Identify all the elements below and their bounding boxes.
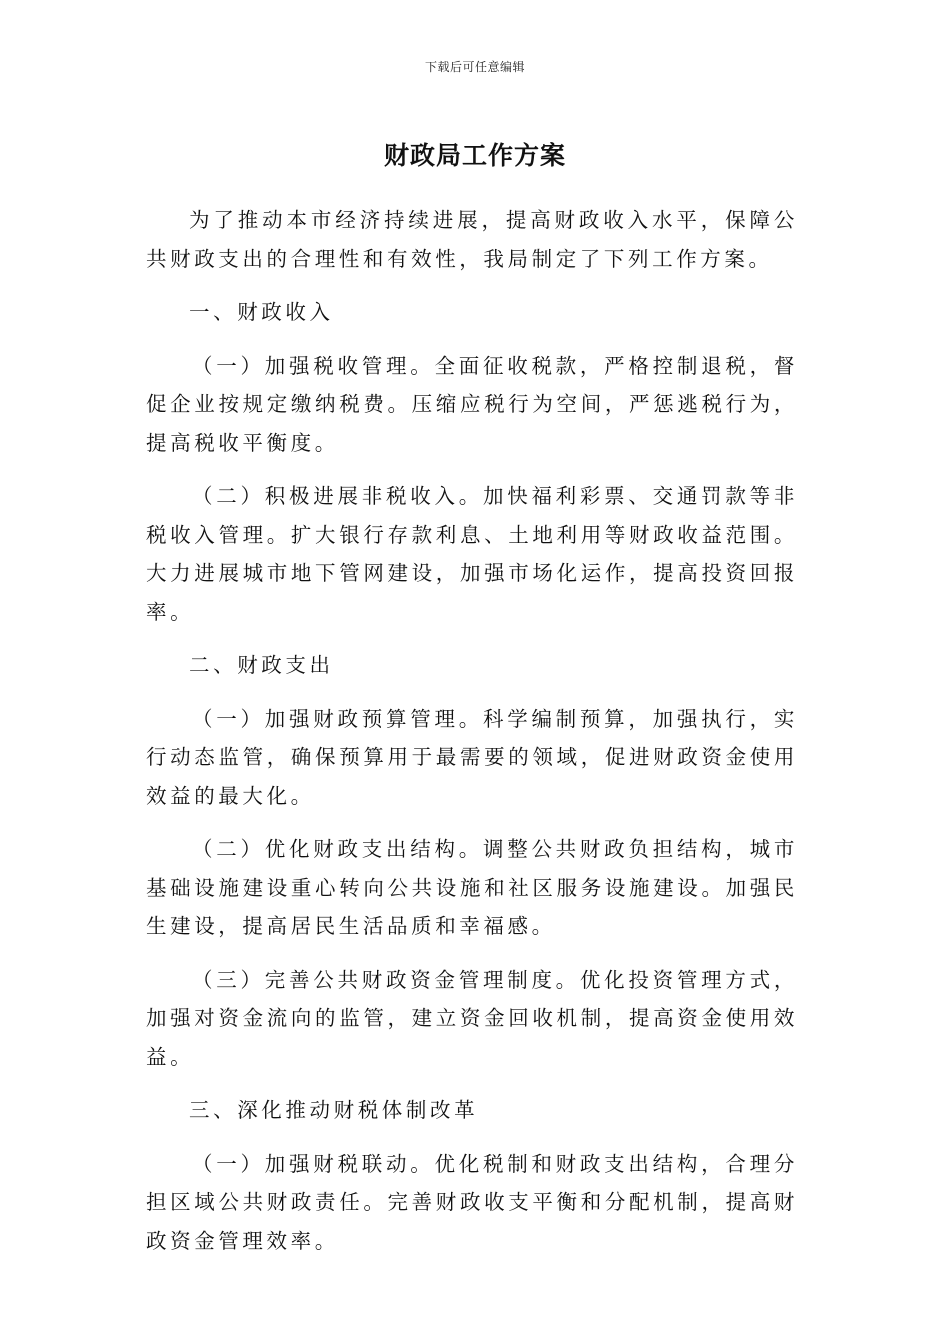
section-heading-expenditure: 二、财政支出 bbox=[189, 653, 334, 677]
paragraph-non-tax-revenue: （二）积极进展非税收入。加快福利彩票、交通罚款等非税收入管理。扩大银行存款利息、土地利用等财政收益范围。大力进展城市地下管网建设，加强市场化运作，提高投资回报率。 bbox=[146, 484, 798, 624]
page-title: 财政局工作方案 bbox=[383, 141, 566, 170]
paragraph-budget-management: （一）加强财政预算管理。科学编制预算，加强执行，实行动态监管，确保预算用于最需要的领域，促进财政资金使用效益的最大化。 bbox=[146, 706, 798, 808]
section-heading-reform: 三、深化推动财税体制改革 bbox=[189, 1098, 479, 1122]
paragraph-fund-management: （三）完善公共财政资金管理制度。优化投资管理方式，加强对资金流向的监管，建立资金回收机制，提高资金使用效益。 bbox=[146, 967, 798, 1069]
paragraph-expenditure-structure: （二）优化财政支出结构。调整公共财政负担结构，城市基础设施建设重心转向公共设施和社区服务设施建设。加强民生建设，提高居民生活品质和幸福感。 bbox=[146, 837, 798, 938]
paragraph-tax-management: （一）加强税收管理。全面征收税款，严格控制退税，督促企业按规定缴纳税费。压缩应税行为空间，严惩逃税行为，提高税收平衡度。 bbox=[146, 353, 798, 455]
header-note: 下载后可任意编辑 bbox=[424, 60, 525, 74]
paragraph-fiscal-linkage: （一）加强财税联动。优化税制和财政支出结构，合理分担区域公共财政责任。完善财政收支平衡和分配机制，提高财政资金管理效率。 bbox=[146, 1151, 798, 1253]
section-heading-revenue: 一、财政收入 bbox=[189, 300, 334, 324]
intro-paragraph: 为了推动本市经济持续进展，提高财政收入水平，保障公共财政支出的合理性和有效性，我局制定了下列工作方案。 bbox=[146, 208, 798, 271]
document-body bbox=[146, 201, 798, 1275]
